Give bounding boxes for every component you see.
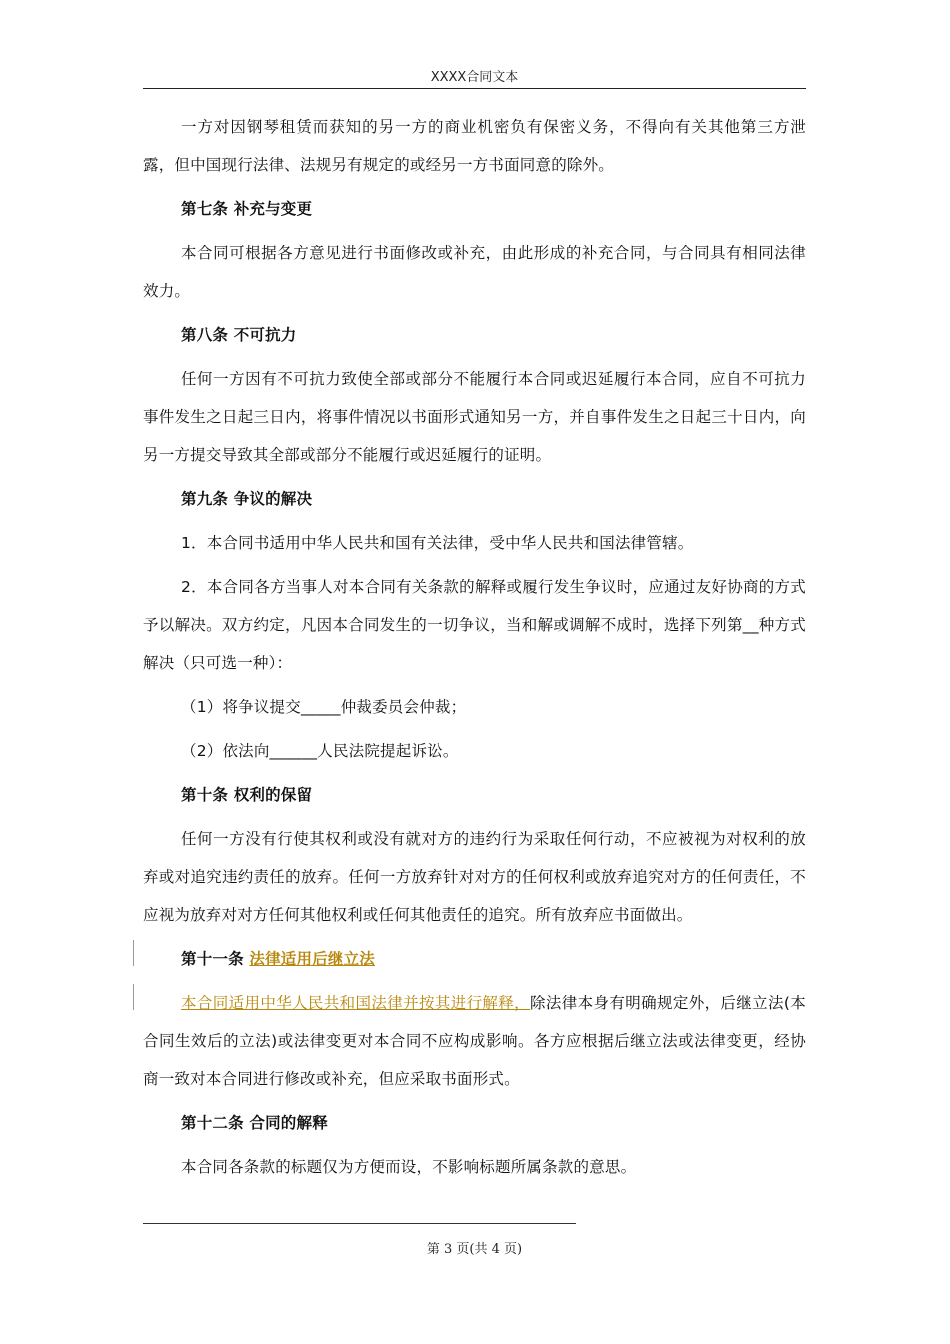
paragraph-article-8: 任何一方因有不可抗力致使全部或部分不能履行本合同或迟延履行本合同，应自不可抗力事件发生之日起三日内，将事件情况以书面形式通知另一方，并自事件发生之日起三十日内，向另一方提交导致其全部或部分不能履行或迟延履行的证明。 xyxy=(143,370,806,464)
paragraph-confidentiality: 一方对因钢琴租赁而获知的另一方的商业机密负有保密义务，不得向有关其他第三方泄露，但中国现行法律、法规另有规定的或经另一方书面同意的除外。 xyxy=(143,118,806,174)
paragraph-article-12: 本合同各条款的标题仅为方便而设，不影响标题所属条款的意思。 xyxy=(181,1158,637,1176)
heading-article-11-number: 第十一条 xyxy=(181,950,250,968)
option-arbitration: （1）将争议提交_____仲裁委员会仲裁； xyxy=(181,698,467,716)
heading-article-11 xyxy=(143,940,806,978)
heading-article-9: 第九条 争议的解决 xyxy=(181,490,313,508)
document-body xyxy=(143,108,806,1192)
tracked-change-heading[interactable]: 法律适用后继立法 xyxy=(249,950,376,968)
paragraph-article-11-text: 除法律本身有明确规定外，后继立法(本合同生效后的立法)或法律变更对本合同不应构成影响。各方应根据后继立法或法律变更，经协商一致对本合同进行修改或补充，但应采取书面形式。 xyxy=(143,994,807,1088)
heading-article-8: 第八条 不可抗力 xyxy=(181,326,297,344)
option-litigation: （2）依法向______人民法院提起诉讼。 xyxy=(181,742,459,760)
change-bar xyxy=(133,984,134,1010)
footer-rule xyxy=(143,1223,576,1224)
paragraph-article-7: 本合同可根据各方意见进行书面修改或补充，由此形成的补充合同，与合同具有相同法律效力。 xyxy=(143,244,806,300)
header-rule xyxy=(143,88,806,89)
clause-9-2: 2．本合同各方当事人对本合同有关条款的解释或履行发生争议时，应通过友好协商的方式予以解决。双方约定，凡因本合同发生的一切争议，当和解或调解不成时，选择下列第__种方式解决（只可选一种）： xyxy=(143,578,806,672)
heading-article-10: 第十条 权利的保留 xyxy=(181,786,313,804)
clause-9-1: 1．本合同书适用中华人民共和国有关法律，受中华人民共和国法律管辖。 xyxy=(181,534,694,552)
paragraph-article-11 xyxy=(143,984,806,1098)
page-header: XXXX合同文本 xyxy=(430,70,519,85)
paragraph-article-10: 任何一方没有行使其权利或没有就对方的违约行为采取任何行动，不应被视为对权利的放弃或对追究违约责任的放弃。任何一方放弃针对对方的任何权利或放弃追究对方的任何责任，不应视为放弃对对方任何其他权利或任何其他责任的追究。所有放弃应书面做出。 xyxy=(143,830,806,924)
tracked-change-text[interactable]: 本合同适用中华人民共和国法律并按其进行解释， xyxy=(181,994,531,1012)
page-number: 第 3 页(共 4 页) xyxy=(426,1242,523,1257)
change-bar xyxy=(133,940,134,966)
heading-article-12: 第十二条 合同的解释 xyxy=(181,1114,328,1132)
heading-article-7: 第七条 补充与变更 xyxy=(181,200,313,218)
